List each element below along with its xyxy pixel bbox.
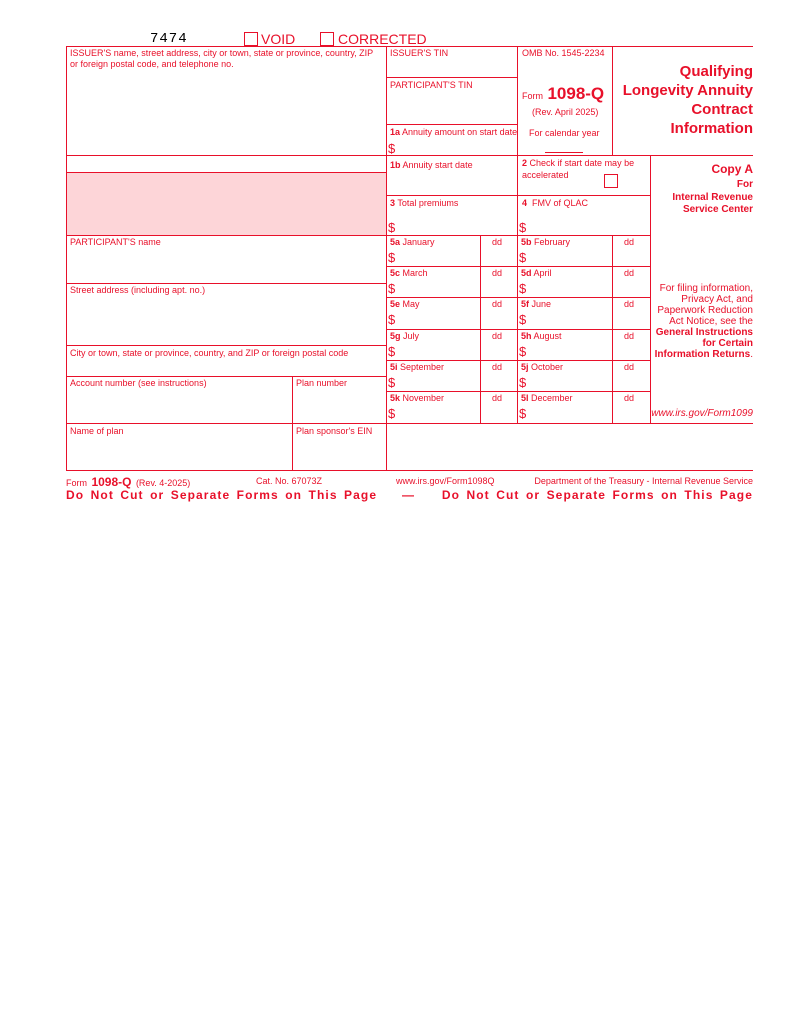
general-instructions-1: General Instructions — [655, 327, 753, 338]
rule-5a — [66, 235, 650, 236]
shaded-area — [66, 172, 386, 235]
street-address-input[interactable] — [70, 302, 380, 340]
box-5b-dollar: $ — [519, 250, 527, 265]
box-5j-dd-label: dd — [624, 362, 635, 372]
box-1b-number: 1b — [390, 160, 401, 170]
box-5h-number: 5h — [521, 331, 532, 341]
box-5k-dollar: $ — [388, 406, 396, 421]
box-5f-dollar: $ — [519, 312, 527, 327]
box-2-label-2: accelerated — [522, 170, 569, 180]
bottom-rule — [66, 470, 753, 471]
title-line-4: Information — [670, 120, 753, 137]
box-5i-dollar: $ — [388, 375, 396, 390]
box-5g-number: 5g — [390, 331, 401, 341]
calendar-year-line — [545, 152, 583, 153]
box-5i-september-amount-input[interactable] — [400, 376, 476, 388]
box-1a-number: 1a — [390, 127, 401, 137]
footer-revision: (Rev. 4-2025) — [135, 478, 191, 488]
copy-irs-line-2: Service Center — [682, 204, 753, 215]
warning-right: Do Not Cut or Separate Forms on This Page — [441, 488, 753, 502]
omb-number: OMB No. 1545-2234 — [522, 48, 605, 58]
box-3-dollar: $ — [388, 220, 396, 235]
plan-number-input[interactable] — [296, 395, 382, 419]
box-5j-october-amount-input[interactable] — [531, 376, 608, 388]
corrected-label: CORRECTED — [338, 31, 427, 47]
box-5i-dd-input[interactable] — [484, 376, 512, 388]
box-1b-label — [390, 160, 473, 171]
top-rule — [66, 46, 753, 47]
box-5h-label — [521, 331, 562, 342]
rule-shade-top — [66, 172, 386, 173]
box-5h-august-amount-input[interactable] — [531, 345, 608, 357]
box-5k-label — [390, 393, 444, 404]
box-5h-dd-label: dd — [624, 331, 635, 341]
box-5d-number: 5d — [521, 268, 532, 278]
rule-tin — [386, 77, 517, 78]
irs-form1099-link[interactable]: www.irs.gov/Form1099 — [651, 408, 753, 419]
form-word: Form — [522, 91, 543, 101]
title-line-3: Contract — [691, 101, 753, 118]
box-5j-month: October — [531, 362, 564, 372]
col-divider-4 — [650, 155, 651, 423]
warning-left: Do Not Cut or Separate Forms on This Page — [66, 488, 378, 502]
rule-5c — [386, 266, 650, 267]
plan-name-input[interactable] — [70, 442, 286, 466]
filing-info-2: Privacy Act, and — [681, 294, 753, 305]
box-2-label — [522, 158, 634, 169]
box-2-checkbox[interactable] — [604, 174, 618, 188]
issuer-name-input[interactable] — [70, 74, 380, 164]
box-5d-dd-label: dd — [624, 268, 635, 278]
box-5l-dd-label: dd — [624, 393, 635, 403]
box-5f-dd-label: dd — [624, 299, 635, 309]
box-5e-dd-input[interactable] — [484, 313, 512, 325]
box-5e-may-amount-input[interactable] — [400, 313, 476, 325]
box-3-label — [390, 198, 458, 209]
box-5b-number: 5b — [521, 237, 532, 247]
box-5l-label — [521, 393, 573, 404]
box-5i-month: September — [400, 362, 445, 372]
box-2-text: Check if start date may be — [529, 158, 635, 168]
box-1b-text: Annuity start date — [402, 160, 473, 170]
box-5l-number: 5l — [521, 393, 529, 403]
form-code: 7474 — [150, 31, 188, 47]
issuer-name-label: ISSUER'S name, street address, city or town, state or province, country, ZIP — [70, 48, 374, 58]
rule-5e — [386, 297, 650, 298]
rule-1a — [386, 124, 517, 125]
box-5j-dollar: $ — [519, 375, 527, 390]
form-id — [522, 84, 604, 104]
box-5a-january-amount-input[interactable] — [400, 251, 476, 263]
footer-form-number: 1098-Q — [91, 475, 132, 489]
issuer-tin-input[interactable] — [390, 62, 512, 74]
box-5b-dd-input[interactable] — [616, 251, 644, 263]
box-5c-march-amount-input[interactable] — [400, 282, 476, 294]
street-address-label: Street address (including apt. no.) — [70, 285, 206, 295]
dd-divider-left — [480, 235, 481, 423]
box-5g-label — [390, 331, 419, 342]
box-5l-dd-input[interactable] — [616, 407, 644, 419]
box-1a-input[interactable] — [400, 142, 512, 154]
participant-tin-input[interactable] — [390, 100, 512, 114]
account-number-input[interactable] — [70, 395, 286, 419]
footer-form-word: Form — [66, 478, 87, 488]
calendar-year-label: For calendar year — [529, 128, 600, 138]
filing-info-1: For filing information, — [659, 283, 753, 294]
participant-name-label: PARTICIPANT'S name — [70, 237, 161, 247]
box-5f-label — [521, 299, 551, 310]
rule-3 — [386, 195, 650, 196]
box-5h-month: August — [533, 331, 562, 341]
box-5g-july-amount-input[interactable] — [400, 345, 476, 357]
box-5a-dollar: $ — [388, 250, 396, 265]
box-5j-dd-input[interactable] — [616, 376, 644, 388]
title-line-1: Qualifying — [679, 63, 753, 80]
col-divider-1 — [386, 46, 387, 470]
issuer-tin-label: ISSUER'S TIN — [390, 48, 449, 58]
box-5c-dollar: $ — [388, 281, 396, 296]
box-5k-month: November — [402, 393, 445, 403]
plan-divider — [292, 376, 293, 470]
box-4-input[interactable] — [531, 221, 643, 233]
issuer-name-label-2: or foreign postal code, and telephone no. — [70, 59, 234, 69]
box-5a-dd-label: dd — [492, 237, 503, 247]
box-5a-month: January — [402, 237, 435, 247]
box-3-input[interactable] — [400, 221, 512, 233]
col-divider-2 — [517, 46, 518, 423]
box-5g-dd-input[interactable] — [484, 345, 512, 357]
box-5e-dollar: $ — [388, 312, 396, 327]
account-number-label: Account number (see instructions) — [70, 378, 207, 388]
rule-5i — [386, 360, 650, 361]
rule-5k — [386, 391, 650, 392]
box-1a-dollar: $ — [388, 141, 396, 156]
box-5g-dd-label: dd — [492, 331, 503, 341]
title-line-2: Longevity Annuity — [622, 82, 753, 99]
box-1a-label — [390, 127, 517, 138]
box-5l-december-amount-input[interactable] — [531, 407, 608, 419]
box-5b-month: February — [534, 237, 571, 247]
city-input[interactable] — [70, 360, 380, 373]
corrected-checkbox[interactable] — [320, 32, 334, 46]
rule-account — [66, 376, 386, 377]
filing-info-4: Act Notice, see the — [669, 316, 753, 327]
footer-cat-number: Cat. No. 67073Z — [256, 476, 323, 486]
box-5h-dollar: $ — [519, 344, 527, 359]
box-5d-dd-input[interactable] — [616, 282, 644, 294]
rule-copy — [612, 155, 753, 156]
void-checkbox[interactable] — [244, 32, 258, 46]
box-3-number: 3 — [390, 198, 396, 208]
copy-for-label: For — [736, 179, 753, 190]
box-5k-dd-label: dd — [492, 393, 503, 403]
box-4-number: 4 — [522, 198, 528, 208]
box-5g-month: July — [403, 331, 420, 341]
plan-number-label: Plan number — [296, 378, 348, 388]
box-5d-dollar: $ — [519, 281, 527, 296]
dd-divider-right — [612, 235, 613, 423]
filing-info — [655, 283, 753, 360]
box-5l-month: December — [531, 393, 573, 403]
box-5c-dd-input[interactable] — [484, 282, 512, 294]
box-5j-number: 5j — [521, 362, 529, 372]
sponsor-ein-input[interactable] — [296, 442, 382, 466]
general-instructions-2: for Certain — [702, 338, 753, 349]
copy-a-label: Copy A — [711, 162, 753, 176]
participant-name-input[interactable] — [70, 254, 380, 278]
form-revision: (Rev. April 2025) — [532, 107, 599, 117]
box-5c-month: March — [402, 268, 428, 278]
participant-tin-label: PARTICIPANT'S TIN — [390, 80, 473, 90]
box-5f-dd-input[interactable] — [616, 313, 644, 325]
box-5e-month: May — [402, 299, 420, 309]
box-5b-february-amount-input[interactable] — [531, 251, 608, 263]
city-label: City or town, state or province, country, and ZIP or foreign postal code — [70, 348, 349, 358]
box-4-label — [522, 198, 588, 209]
box-5c-dd-label: dd — [492, 268, 503, 278]
box-4-dollar: $ — [519, 220, 527, 235]
copy-irs-line-1: Internal Revenue — [672, 192, 753, 203]
form-number: 1098-Q — [547, 84, 605, 103]
plan-name-label: Name of plan — [70, 426, 124, 436]
box-5a-dd-input[interactable] — [484, 251, 512, 263]
box-5j-label — [521, 362, 563, 373]
box-5a-number: 5a — [390, 237, 401, 247]
box-5f-month: June — [531, 299, 552, 309]
box-5h-dd-input[interactable] — [616, 345, 644, 357]
general-instructions-3: Information Returns — [654, 349, 751, 360]
box-5i-label — [390, 362, 444, 373]
box-5f-number: 5f — [521, 299, 530, 309]
copy-irs-label — [672, 192, 753, 216]
box-1b-input[interactable] — [390, 178, 512, 190]
box-5c-number: 5c — [390, 268, 401, 278]
box-5i-number: 5i — [390, 362, 398, 372]
general-instructions-period: . — [750, 349, 753, 360]
box-5b-dd-label: dd — [624, 237, 635, 247]
rule-plan — [66, 423, 753, 424]
box-1a-text: Annuity amount on start date — [402, 127, 518, 137]
void-label: VOID — [261, 31, 296, 47]
form-title — [623, 62, 753, 138]
box-5k-number: 5k — [390, 393, 401, 403]
sponsor-ein-label: Plan sponsor's EIN — [296, 426, 373, 436]
box-4-text: FMV of QLAC — [532, 198, 589, 208]
col-divider-3a — [612, 46, 613, 156]
box-5i-dd-label: dd — [492, 362, 503, 372]
box-5l-dollar: $ — [519, 406, 527, 421]
box-5e-number: 5e — [390, 299, 401, 309]
left-border — [66, 46, 67, 470]
box-5k-november-amount-input[interactable] — [400, 407, 476, 419]
rule-city — [66, 345, 386, 346]
footer-url[interactable]: www.irs.gov/Form1098Q — [396, 476, 495, 486]
box-5c-label — [390, 268, 428, 279]
footer-department: Department of the Treasury - Internal Revenue Service — [534, 476, 753, 486]
rule-street — [66, 283, 386, 284]
box-5k-dd-input[interactable] — [484, 407, 512, 419]
box-5d-month: April — [533, 268, 552, 278]
filing-info-3: Paperwork Reduction — [657, 305, 753, 316]
box-5b-label — [521, 237, 570, 248]
box-5e-label — [390, 299, 420, 310]
box-2-number: 2 — [522, 158, 528, 168]
box-5f-june-amount-input[interactable] — [531, 313, 608, 325]
box-5e-dd-label: dd — [492, 299, 503, 309]
box-5a-label — [390, 237, 435, 248]
box-5d-april-amount-input[interactable] — [531, 282, 608, 294]
rule-5g — [386, 329, 650, 330]
warning-dash: — — [402, 488, 414, 502]
box-5d-label — [521, 268, 552, 279]
box-3-text: Total premiums — [397, 198, 459, 208]
box-5g-dollar: $ — [388, 344, 396, 359]
